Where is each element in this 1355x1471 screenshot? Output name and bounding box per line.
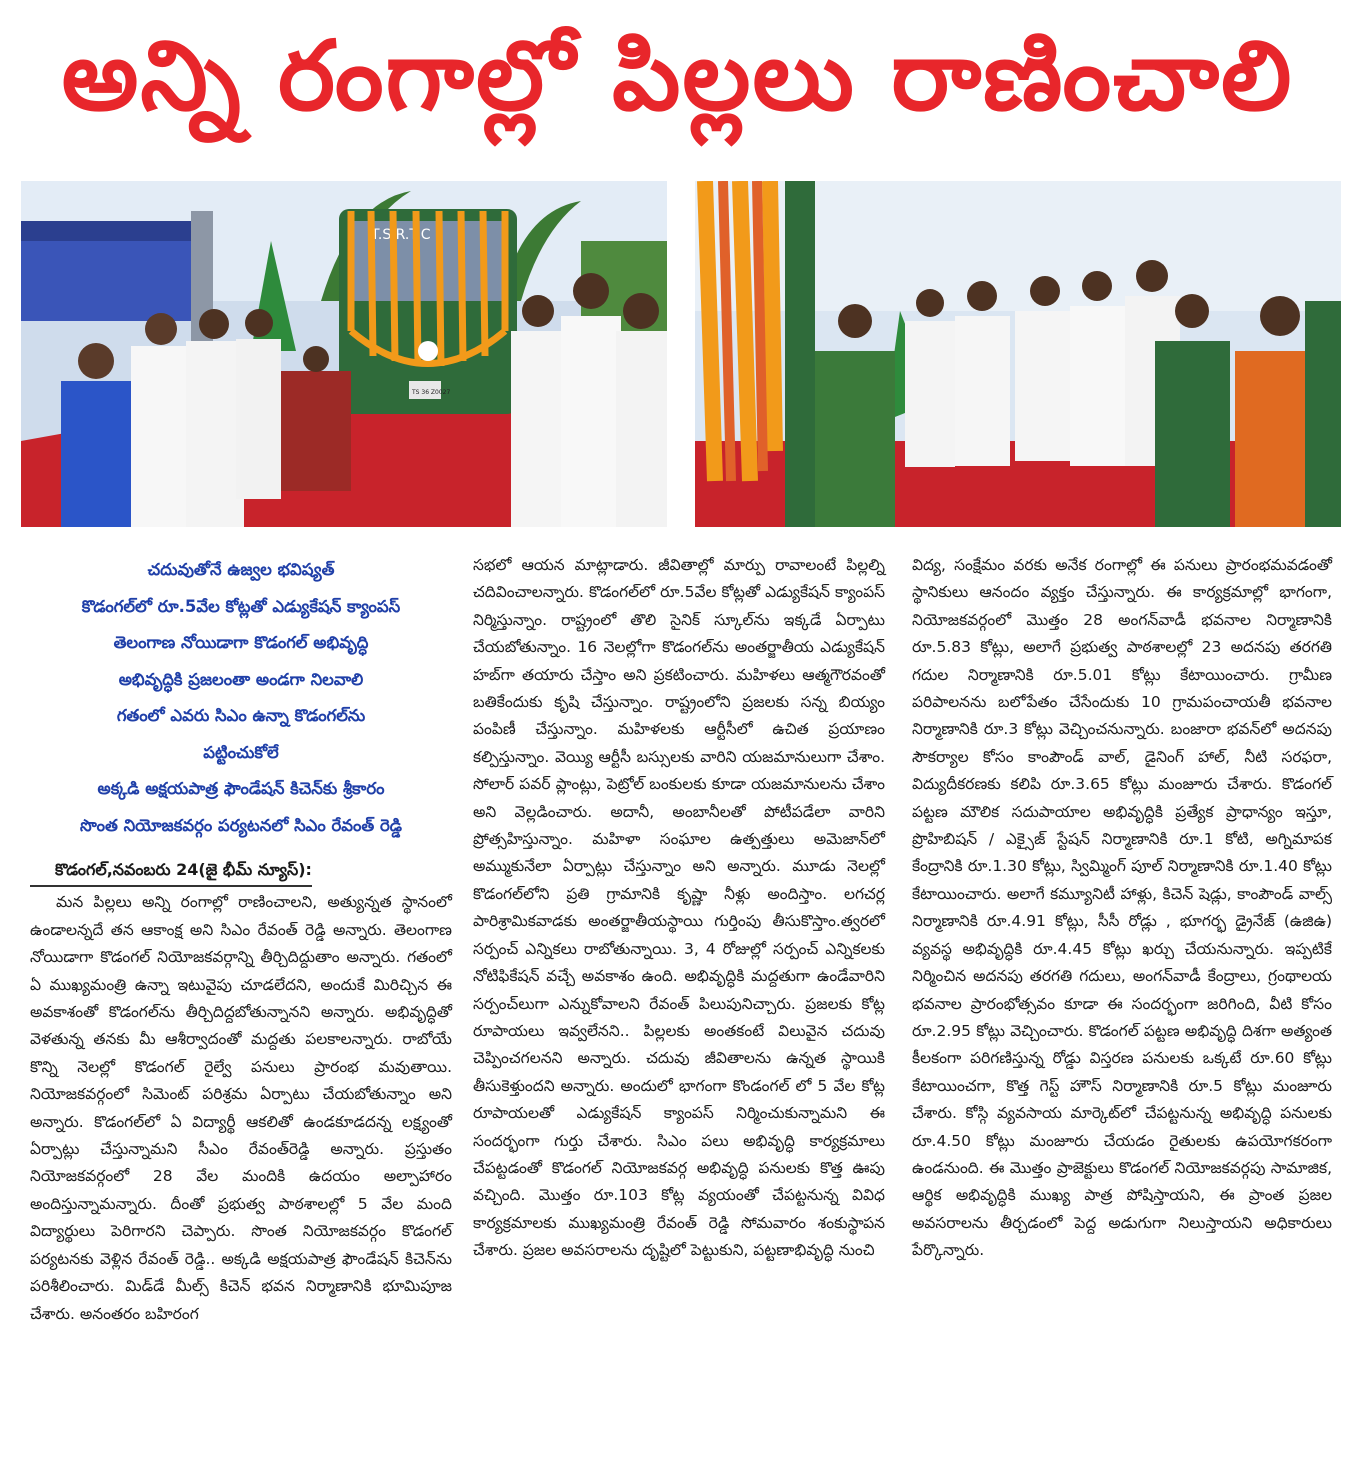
- article-column-2: [473, 552, 885, 1265]
- highlight-line: అక్కడి అక్షయపాత్ర ఫౌండేషన్ కిచెన్‌కు శ్రీకారం: [97, 779, 385, 798]
- garland-ceremony-illustration: [695, 181, 1341, 527]
- bus-flag-off-illustration: [21, 181, 667, 527]
- article-paragraph-col2: సభలో ఆయన మాట్లాడారు. జీవితాల్లో మార్పు రావాలంటే పిల్లల్ని చదివించాలన్నారు. కొడంగల్‌లో రూ.5వేల కోట్లతో ఎడ్యుకేషన్ క్యాంపస్ నిర్మిస్తున్నాం. రాష్ట్రంలో తొలి సైనిక్ స్కూల్‌ను ఇక్కడే ఏర్పాటు చేయబోతున్నాం. 16 నెలల్లోగా కొడంగల్‌ను అంతర్జాతీయ ఎడ్యుకేషన్ హబ్‌గా తయారు చేస్తాం అని ప్రకటించారు. మహిళలు ఆత్మగౌరవంతో బతికేందుకు కృషి చేస్తున్నాం. రాష్ట్రంలోని ప్రజలకు సన్న బియ్యం పంపిణీ చేస్తున్నాం. మహిళలకు ఆర్టీసీలో ఉచిత ప్రయాణం కల్పిస్తున్నాం. వెయ్యి ఆర్టీసీ బస్సులకు వారిని యజమానులుగా చేశాం. సోలార్ పవర్ ప్లాంట్లు, పెట్రోల్ బంకులకు కూడా యజమానులను చేశాం అని వెల్లడించారు. అదానీ, అంబానీలతో పోటీపడేలా వారిని ప్రోత్సహిస్తున్నాం. మహిళా సంఘాల ఉత్పత్తులు అమెజాన్‌లో అమ్ముకునేలా ఏర్పాట్లు చేస్తున్నాం అని అన్నారు. మూడు నెలల్లో కొడంగల్‌లోని ప్రతి గ్రామానికి కృష్ణా నీళ్లు అందిస్తాం. లగచర్ల పారిశ్రామికవాడకు అంతర్జాతీయస్థాయి గుర్తింపు తీసుకొస్తాం.త్వరలో సర్పంచ్ ఎన్నికలు రాబోతున్నాయి. 3, 4 రోజుల్లో సర్పంచ్ ఎన్నికలకు నోటిఫికేషన్ వచ్చే అవకాశం ఉంది. అభివృద్ధికి మద్దతుగా ఉండేవారిని సర్పంచ్‌లుగా ఎన్నుకోవాలని రేవంత్ పిలుపునిచ్చారు. ప్రజలకు కోట్ల రూపాయలు ఇవ్వలేనని.. పిల్లలకు అంతకంటే విలువైన చదువు చెప్పించగలనని అన్నారు. చదువు జీవితాలను ఉన్నత స్థాయికి తీసుకెళ్తుందని అన్నారు. అందులో భాగంగా కొండంగల్ లో 5 వేల కోట్ల రూపాయలతో ఎడ్యుకేషన్ క్యాంపస్ నిర్మించుకున్నామని ఈ సందర్భంగా గుర్తు చేశారు. సిఎం పలు అభివృద్ధి కార్యక్రమాలు చేపట్టడంతో కొడంగల్ నియోజకవర్గ అభివృద్ధి పనులకు కొత్త ఊపు వచ్చింది. మొత్తం రూ.103 కోట్ల వ్యయంతో చేపట్టనున్న వివిధ కార్యక్రమాలకు ముఖ్యమంత్రి రేవంత్ రెడ్డి సోమవారం శంకుస్థాపన చేశారు. ప్రజల అవసరాలను దృష్టిలో పెట్టుకుని, పట్టణాభివృద్ధి నుంచి: [473, 556, 885, 1260]
- highlights-box: [30, 552, 452, 844]
- photo-bus-garland-ceremony: [695, 181, 1341, 527]
- highlight-line: సొంత నియోజకవర్గం పర్యటనలో సిఎం రేవంత్ రెడ్డి: [80, 815, 402, 835]
- article-column-3: [912, 552, 1332, 1265]
- article-column-1: [30, 552, 452, 1328]
- bus-operator-text: T.S.R.T.C: [371, 227, 431, 243]
- article-paragraph-col1: మన పిల్లలు అన్ని రంగాల్లో రాణించాలని, అత్యున్నత స్థానంలో ఉండాలన్నదే తన ఆకాంక్ష అని సిఎం రేవంత్ రెడ్డి అన్నారు. తెలంగాణ నోయిడాగా కొడంగల్ నియోజకవర్గాన్ని తీర్చిదిద్దుతాం అన్నారు. గతంలో ఏ ముఖ్యమంత్రి ఉన్నా ఇటువైపు చూడలేదని, అందుకే మిరిచ్చిన ఈ అవకాశంతో కొడంగల్‌ను తీర్చిదిద్దబోతున్నానని అన్నారు. అభివృద్ధితో వెళతున్న తనకు మీ ఆశీర్వాదంతో మద్దతు పలకాలన్నారు. రాబోయే కొన్ని నెలల్లో కొడంగల్ రైల్వే పనులు ప్రారంభ మవుతాయి. నియోజకవర్గంలో సిమెంట్ పరిశ్రమ ఏర్పాటు చేయబోతున్నాం అని అన్నారు. కొడంగల్‌లో ఏ విద్యార్థీ ఆకలితో ఉండకూడదన్న లక్ష్యంతో ఏర్పాట్లు చేస్తున్నామని సీఎం రేవంత్‌రెడ్డి అన్నారు. ప్రస్తుతం నియోజకవర్గంలో 28 వేల మందికి ఉదయం అల్పాహారం అందిస్తున్నామన్నారు. దీంతో ప్రభుత్వ పాఠశాలల్లో 5 వేల మంది విద్యార్థులు పెరిగారని చెప్పారు. సొంత నియోజకవర్గం కొడంగల్ పర్యటనకు వెళ్లిన రేవంత్ రెడ్డి.. అక్కడి అక్షయపాత్ర ఫౌండేషన్ కిచెన్‌ను పరిశీలించారు. మిడ్‌డే మీల్స్ కిచెన్ భవన నిర్మాణానికి భూమిపూజ చేశారు. అనంతరం బహిరంగ: [30, 893, 452, 1323]
- dateline: కొడంగల్,నవంబరు 24(జై భీమ్ న్యూస్):: [30, 852, 312, 887]
- highlight-line: చదువుతోనే ఉజ్వల భవిష్యత్: [147, 560, 335, 579]
- highlight-line: గతంలో ఎవరు సిఎం ఉన్నా కొడంగల్‌ను: [116, 706, 366, 725]
- highlight-line: అభివృద్ధికి ప్రజలంతా అండగా నిలవాలి: [118, 669, 364, 689]
- highlight-line: కొడంగల్‌లో రూ.5వేల కోట్లతో ఎడ్యుకేషన్ క్యాంపస్: [81, 596, 401, 616]
- highlight-line: పట్టించుకోలే: [203, 742, 279, 762]
- highlight-line: తెలంగాణ నోయిడాగా కొడంగల్ అభివృద్ధి: [113, 633, 369, 652]
- bus-plate-text: TS 36 Z0027: [412, 389, 451, 396]
- article-paragraph-col3: విద్య, సంక్షేమం వరకు అనేక రంగాల్లో ఈ పనులు ప్రారంభమవడంతో స్థానికులు ఆనందం వ్యక్తం చేస్తున్నారు. ఈ కార్యక్రమాల్లో భాగంగా, నియోజకవర్గంలో మొత్తం 28 అంగన్‌వాడీ భవనాల నిర్మాణానికి రూ.5.83 కోట్లు, అలాగే ప్రభుత్వ పాఠశాలల్లో 23 అదనపు తరగతి గదుల నిర్మాణానికి రూ.5.01 కోట్లు కేటాయించారు. గ్రామీణ పరిపాలనను బలోపేతం చేసేందుకు 10 గ్రామపంచాయతీ భవనాల నిర్మాణానికి రూ.3 కోట్లు వెచ్చించనున్నారు. బంజారా భవన్‌లో అదనపు సౌకర్యాల కోసం కాంపౌండ్ వాల్, డైనింగ్ హాల్, నీటి సరఫరా, విద్యుదీకరణకు కలిపి రూ.3.65 కోట్లు మంజూరు చేశారు. కొడంగల్ పట్టణ మౌలిక సదుపాయాల అభివృద్ధికి ప్రత్యేక ప్రాధాన్యం ఇస్తూ, ప్రొహిబిషన్ / ఎక్సైజ్ స్టేషన్ నిర్మాణానికి రూ.1 కోటి, అగ్నిమాపక కేంద్రానికి రూ.1.30 కోట్లు, స్విమ్మింగ్ పూల్ నిర్మాణానికి రూ.1.40 కోట్లు కేటాయించారు. అలాగే కమ్యూనిటీ హాళ్లు, కిచెన్ షెడ్లు, కాంపౌండ్ వాల్స్ నిర్మాణానికి రూ.4.91 కోట్లు, సీసీ రోడ్లు , భూగర్భ డ్రైనేజ్ (ఉజిఉ) వ్యవస్థ అభివృద్ధికి రూ.4.45 కోట్లు ఖర్చు చేయనున్నారు. ఇప్పటికే నిర్మించిన అదనపు తరగతి గదులు, అంగన్‌వాడీ కేంద్రాలు, గ్రంథాలయ భవనాల ప్రారంభోత్సవం కూడా ఈ సందర్భంగా జరిగింది, వీటి కోసం రూ.2.95 కోట్లు వెచ్చించారు. కొడంగల్ పట్టణ అభివృద్ధి దిశగా అత్యంత కీలకంగా పరిగణిస్తున్న రోడ్డు విస్తరణ పనులకు ఒక్కటే రూ.60 కోట్లు కేటాయించగా, కొత్త గెస్ట్ హౌస్ నిర్మాణానికి రూ.5 కోట్లు మంజూరు చేశారు. కోస్గి వ్యవసాయ మార్కెట్‌లో చేపట్టనున్న అభివృద్ధి పనులకు రూ.4.50 కోట్లు మంజూరు చేయడం రైతులకు ఉపయోగకరంగా ఉండనుంది. ఈ మొత్తం ప్రాజెక్టులు కొడంగల్ నియోజకవర్గపు సామాజిక, ఆర్థిక అభివృద్ధికి ముఖ్య పాత్ర పోషిస్తాయని, ఈ ప్రాంత ప్రజల అవసరాలను తీర్చడంలో పెద్ద అడుగుగా నిలుస్తాయని అధికారులు పేర్కొన్నారు.: [912, 556, 1332, 1260]
- photo-bus-flag-off: [21, 181, 667, 527]
- page-headline: అన్ని రంగాల్లో పిల్లలు రాణించాలి: [61, 20, 1294, 132]
